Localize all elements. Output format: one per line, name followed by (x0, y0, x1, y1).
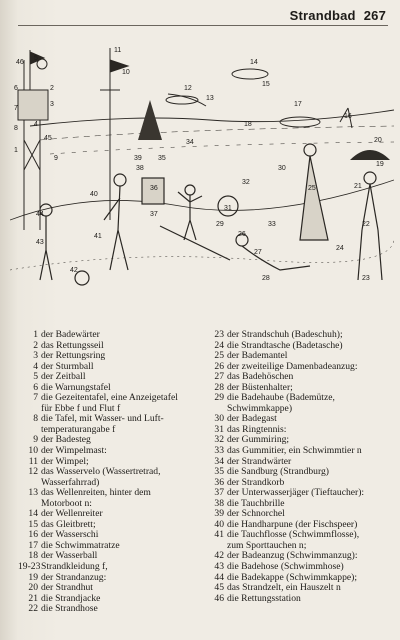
entry-text: der Wasserschi (41, 530, 99, 541)
legend-entry (204, 393, 392, 404)
entry-text: der Wasserball (41, 551, 98, 562)
callout-18: 18 (244, 121, 252, 128)
legend-entry (18, 541, 204, 552)
legend-entry (204, 551, 392, 562)
callout-14: 14 (250, 59, 258, 66)
entry-text: die Strandhose (41, 604, 98, 615)
legend-entry (18, 362, 204, 373)
entry-text: der Strandwärter (227, 456, 292, 467)
entry-number: 21 (28, 592, 38, 604)
callout-38: 38 (136, 165, 144, 172)
callout-23: 23 (362, 275, 370, 282)
callout-9: 9 (54, 155, 58, 162)
legend-entry (18, 530, 204, 541)
callout-20: 20 (374, 137, 382, 144)
entry-text: temperaturangabe f (41, 424, 116, 435)
callout-41: 41 (94, 233, 102, 240)
callout-17: 17 (294, 101, 302, 108)
callout-27: 27 (254, 249, 262, 256)
callout-34: 34 (186, 139, 194, 146)
entry-text: die Sandburg (Strandburg) (227, 467, 329, 478)
entry-number: 12 (28, 466, 38, 478)
legend-entry (18, 330, 204, 341)
section-title: Strandbad (289, 8, 356, 23)
entry-number: 14 (28, 508, 38, 520)
entry-text: die Badehaube (Bademütze, (227, 393, 335, 404)
entry-number: 17 (28, 539, 38, 551)
legend-entry (18, 573, 204, 584)
entry-number: 6 (33, 381, 38, 393)
legend-entry (204, 499, 392, 510)
entry-number: 29 (214, 392, 224, 404)
entry-number: 7 (33, 392, 38, 404)
entry-number: 13 (28, 487, 38, 499)
entry-number: 35 (214, 466, 224, 478)
entry-text: die Badekappe (Schwimmkappe); (227, 572, 358, 583)
callout-25: 25 (308, 185, 316, 192)
callout-46: 46 (16, 59, 24, 66)
legend-entry (204, 404, 392, 415)
entry-number: 43 (214, 561, 224, 573)
callout-22: 22 (362, 221, 370, 228)
entry-text: die Handharpune (der Fischspeer) (227, 519, 358, 530)
legend-entry (18, 467, 204, 478)
entry-number: 33 (214, 445, 224, 457)
entry-number: 28 (214, 381, 224, 393)
legend-entry (204, 362, 392, 373)
entry-text: der Büstenhalter; (227, 382, 293, 393)
legend-entry (204, 541, 392, 552)
entry-number: 30 (214, 413, 224, 425)
entry-text: die Strandjacke (41, 593, 101, 604)
callout-28: 28 (262, 275, 270, 282)
entry-text: der Badesteg (41, 435, 91, 446)
entry-number: 5 (33, 371, 38, 383)
callout-15: 15 (262, 81, 270, 88)
entry-text: die Warnungstafel (41, 382, 111, 393)
legend-entry (18, 435, 204, 446)
callout-31: 31 (224, 205, 232, 212)
legend-entry (18, 583, 204, 594)
callout-36: 36 (150, 185, 158, 192)
callout-16: 16 (344, 113, 352, 120)
legend-entry (204, 562, 392, 573)
entry-text: der Bademantel (227, 351, 288, 362)
legend-entry (18, 393, 204, 404)
entry-text: Wasserfahrrad) (41, 477, 100, 488)
entry-text: das Strandzelt, ein Hauszelt n (227, 583, 341, 594)
callout-29: 29 (216, 221, 224, 228)
legend-left-column (18, 330, 204, 615)
entry-number: 38 (214, 497, 224, 509)
entry-text: der zweiteilige Damenbadeanzug: (227, 361, 358, 372)
legend-entry (204, 372, 392, 383)
entry-number: 25 (214, 350, 224, 362)
entry-number: 4 (33, 360, 38, 372)
legend-entry (204, 457, 392, 468)
callout-12: 12 (184, 85, 192, 92)
legend-entry (204, 594, 392, 605)
callout-44: 44 (36, 211, 44, 218)
legend-entry (204, 530, 392, 541)
entry-number: 39 (214, 508, 224, 520)
entry-text: die Tauchbrille (227, 498, 285, 509)
legend-entry (18, 551, 204, 562)
entry-text: das Ringtennis: (227, 424, 287, 435)
callout-2: 2 (50, 85, 54, 92)
entry-number: 44 (214, 571, 224, 583)
callout-7: 7 (14, 105, 18, 112)
entry-number: 18 (28, 550, 38, 562)
entry-text: das Wellenreiten, hinter dem (41, 488, 151, 499)
callout-45: 45 (44, 135, 52, 142)
entry-text: die Rettungsstation (227, 593, 301, 604)
entry-number: 27 (214, 371, 224, 383)
callout-8: 8 (14, 125, 18, 132)
legend-entry (204, 351, 392, 362)
callout-39: 39 (134, 155, 142, 162)
entry-text: der Zeitball (41, 372, 86, 383)
legend-entry (18, 414, 204, 425)
legend-entry (18, 404, 204, 415)
legend-entry (204, 341, 392, 352)
entry-number: 2 (33, 339, 38, 351)
legend-entry (18, 383, 204, 394)
entry-number: 45 (214, 582, 224, 594)
callout-35: 35 (158, 155, 166, 162)
entry-text: der Badegast (227, 414, 277, 425)
entry-text: der Schnorchel (227, 509, 285, 520)
legend-right-column (204, 330, 392, 604)
entry-text: der Wellenreiter (41, 509, 103, 520)
entry-number: 15 (28, 518, 38, 530)
entry-number: 42 (214, 550, 224, 562)
callout-6: 6 (14, 85, 18, 92)
entry-number: 23 (214, 329, 224, 340)
callout-1: 1 (14, 147, 18, 154)
entry-number: 22 (28, 603, 38, 615)
entry-text: der Gummiring; (227, 435, 290, 446)
callout-40: 40 (90, 191, 98, 198)
callout-4: 4 (34, 121, 38, 128)
entry-text: die Tauchflosse (Schwimmflosse), (227, 530, 360, 541)
entry-number: 16 (28, 529, 38, 541)
legend-entry (18, 478, 204, 489)
entry-text: zum Sporttauchen n; (227, 540, 307, 551)
callout-21: 21 (354, 183, 362, 190)
entry-number: 40 (214, 518, 224, 530)
legend-entry (204, 446, 392, 457)
callout-37: 37 (150, 211, 158, 218)
callout-24: 24 (336, 245, 344, 252)
entry-number: 46 (214, 592, 224, 604)
header-rule (18, 25, 388, 26)
entry-number: 37 (214, 487, 224, 499)
entry-number: 3 (33, 350, 38, 362)
legend-entry (204, 330, 392, 341)
legend-entry (18, 425, 204, 436)
legend-entry (204, 425, 392, 436)
entry-number: 11 (28, 455, 38, 467)
legend-entry (204, 435, 392, 446)
callout-30: 30 (278, 165, 286, 172)
legend-entry (18, 341, 204, 352)
legend-entry (18, 594, 204, 605)
page-header (290, 8, 386, 23)
callout-10: 10 (122, 69, 130, 76)
entry-text: der Strandkorb (227, 477, 285, 488)
legend-entry (18, 520, 204, 531)
legend-entry (18, 372, 204, 383)
callout-13: 13 (206, 95, 214, 102)
legend-entry (18, 509, 204, 520)
entry-number: 1 (33, 329, 38, 340)
legend-entry (204, 478, 392, 489)
entry-number: 26 (214, 360, 224, 372)
callout-26: 26 (238, 231, 246, 238)
entry-text: der Badeanzug (Schwimmanzug): (227, 551, 358, 562)
legend-entry (204, 488, 392, 499)
callout-19: 19 (376, 161, 384, 168)
callout-42: 42 (70, 267, 78, 274)
entry-number: 36 (214, 476, 224, 488)
entry-text: der Unterwasserjäger (Tieftaucher): (227, 488, 365, 499)
entry-text: das Gleitbrett; (41, 519, 96, 530)
legend-entry (204, 414, 392, 425)
entry-number: 19 (28, 571, 38, 583)
entry-text: für Ebbe f und Flut f (41, 403, 121, 414)
entry-text: die Gezeitentafel, eine Anzeigetafel (41, 393, 178, 404)
entry-text: der Wimpelmast: (41, 446, 107, 457)
entry-number: 41 (214, 529, 224, 541)
entry-text: die Schwimmatratze (41, 540, 120, 551)
entry-text: der Wimpel; (41, 456, 89, 467)
entry-number: 24 (214, 339, 224, 351)
legend-entry (18, 351, 204, 362)
entry-number: 34 (214, 455, 224, 467)
entry-number: 8 (33, 413, 38, 425)
legend-entry (18, 562, 204, 573)
entry-text: die Badehose (Schwimmhose) (227, 562, 344, 573)
entry-text: die Strandtasche (Badetasche) (227, 340, 343, 351)
entry-text: das Gummitier, ein Schwimmtier n (227, 446, 362, 457)
callout-5: 5 (34, 55, 38, 62)
callout-11: 11 (114, 47, 122, 54)
legend-entry (204, 383, 392, 394)
legend-entry (18, 446, 204, 457)
entry-number: 19-23 (18, 561, 41, 573)
entry-text: die Tafel, mit Wasser- und Luft- (41, 414, 164, 425)
entry-text: der Strandhut (41, 583, 93, 594)
entry-number: 9 (33, 434, 38, 446)
legend-entry (18, 604, 204, 615)
entry-text: das Rettungsseil (41, 340, 104, 351)
legend-entry (18, 488, 204, 499)
entry-number: 20 (28, 582, 38, 594)
entry-text: das Badehöschen (227, 372, 294, 383)
legend-entry (204, 467, 392, 478)
legend-entry (204, 520, 392, 531)
entry-text: der Badewärter (41, 330, 100, 340)
entry-text: der Strandanzug: (41, 572, 107, 583)
legend-entry (204, 509, 392, 520)
entry-text: der Rettungsring (41, 351, 106, 362)
legend-entry (18, 457, 204, 468)
callout-33: 33 (268, 221, 276, 228)
beach-illustration (10, 30, 394, 298)
entry-text: Strandkleidung f, (41, 562, 108, 573)
entry-number: 32 (214, 434, 224, 446)
entry-text: Motorboot n: (41, 498, 92, 509)
legend-entry (204, 583, 392, 594)
callout-32: 32 (242, 179, 250, 186)
callout-3: 3 (50, 101, 54, 108)
legend-entry (18, 499, 204, 510)
legend-entry (204, 573, 392, 584)
page-number: 267 (363, 8, 386, 23)
entry-text: der Strandschuh (Badeschuh); (227, 330, 343, 340)
callout-43: 43 (36, 239, 44, 246)
entry-number: 31 (214, 423, 224, 435)
entry-text: der Sturmball (41, 361, 94, 372)
entry-text: Schwimmkappe) (227, 403, 293, 414)
entry-text: das Wasservelo (Wassertretrad, (41, 467, 161, 478)
entry-number: 10 (28, 445, 38, 457)
